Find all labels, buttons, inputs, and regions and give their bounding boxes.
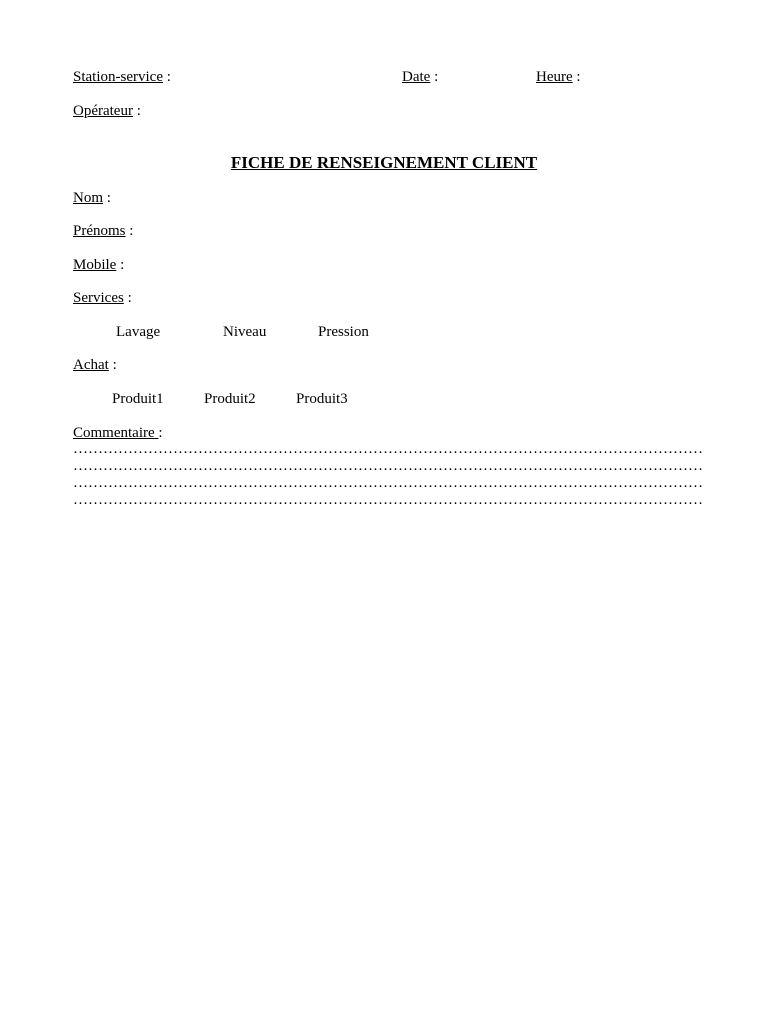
produit-option-3: Produit3 [296, 391, 348, 407]
produit-option-2: Produit2 [204, 391, 256, 407]
comment-line-1: ……………………………………………………………………………………………………………… [73, 441, 703, 457]
date-field [402, 68, 438, 86]
page-title [0, 153, 768, 173]
achat-field [73, 356, 117, 374]
colon: : [434, 69, 439, 85]
achat-label: Achat [73, 357, 109, 373]
colon: : [136, 103, 141, 119]
heure-field [536, 68, 581, 86]
heure-label: Heure [536, 69, 573, 85]
operateur-field [73, 102, 141, 120]
colon: : [112, 357, 117, 373]
commentaire-field [73, 424, 163, 442]
station-service-field [73, 68, 171, 86]
nom-label: Nom [73, 190, 103, 206]
colon: : [576, 69, 581, 85]
comment-line-3: ……………………………………………………………………………………………………………… [73, 475, 703, 491]
colon: : [166, 69, 171, 85]
prenoms-field [73, 222, 133, 240]
service-option-niveau: Niveau [223, 324, 267, 340]
date-label: Date [402, 69, 431, 85]
operateur-label: Opérateur [73, 103, 133, 119]
mobile-field [73, 256, 124, 274]
services-field [73, 289, 132, 307]
service-option-pression: Pression [318, 324, 369, 340]
prenoms-label: Prénoms [73, 223, 126, 239]
colon: : [158, 425, 163, 441]
commentaire-label: Commentaire [73, 425, 155, 441]
station-service-label: Station-service [73, 69, 163, 85]
services-label: Services [73, 290, 124, 306]
colon: : [127, 290, 132, 306]
colon: : [129, 223, 134, 239]
colon: : [106, 190, 111, 206]
produit-option-1: Produit1 [112, 391, 164, 407]
comment-line-4: ……………………………………………………………………………………………………………… [73, 492, 703, 508]
nom-field [73, 189, 111, 207]
mobile-label: Mobile [73, 257, 117, 273]
comment-line-2: ……………………………………………………………………………………………………………… [73, 458, 703, 474]
page-title-text: FICHE DE RENSEIGNEMENT CLIENT [230, 153, 538, 172]
colon: : [120, 257, 125, 273]
service-option-lavage: Lavage [116, 324, 161, 340]
